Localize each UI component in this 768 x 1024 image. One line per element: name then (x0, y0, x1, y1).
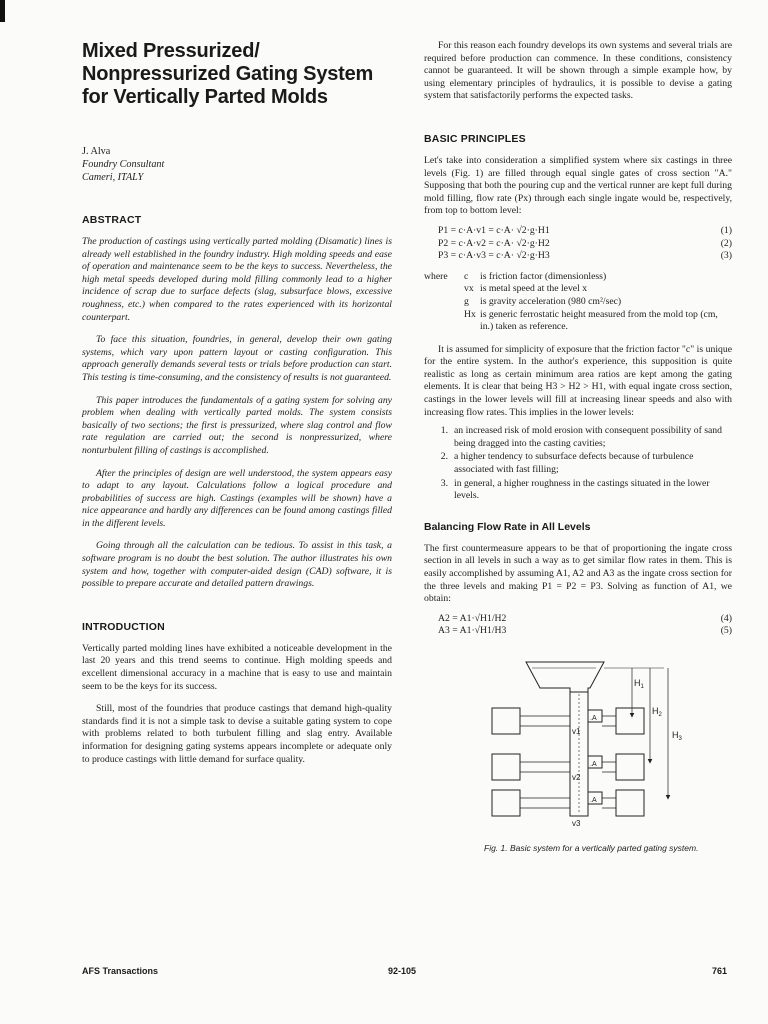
author-location: Cameri, ITALY (82, 172, 144, 183)
balancing-section (424, 521, 732, 638)
definition-symbol: Hx (464, 308, 476, 320)
list-number: 2. (440, 451, 448, 463)
balancing-heading: Balancing Flow Rate in All Levels (424, 520, 591, 533)
definition-text: is generic ferrostatic height measured from the mold top (cm, in.) taken as reference. (480, 308, 718, 333)
list-text: a higher tendency to subsurface defects because of turbulence associated with fast filling; (454, 451, 694, 476)
flow-equations (438, 225, 732, 263)
figure-caption: Fig. 1. Basic system for a vertically parted gating system. (484, 842, 699, 853)
equation-row (438, 250, 732, 263)
definition-symbol: vx (464, 283, 474, 295)
introduction-section (82, 621, 392, 766)
v2-label: v2 (572, 772, 581, 782)
area-equations (438, 613, 732, 638)
list-text: in general, a higher roughness in the castings situated in the lower levels. (454, 477, 710, 502)
h2-label: $H_2$ (652, 705, 662, 718)
equation-expression: A3 = A1·√H1/H3 (438, 625, 507, 637)
casting-right-3 (616, 790, 644, 816)
area-a-label: .A (590, 796, 597, 804)
equation-expression: P1 = c·A·v1 = c·A· √2·g·H1 (438, 224, 550, 236)
v3-label: v3 (572, 818, 581, 828)
definition-row (424, 309, 732, 334)
casting-right-2 (616, 754, 644, 780)
gate-left-2 (520, 762, 570, 772)
left-column (82, 40, 392, 766)
right-column (424, 40, 732, 853)
equation-number: (2) (720, 237, 732, 249)
list-item (424, 451, 732, 476)
definition-text: is metal speed at the level x (480, 283, 588, 295)
equation-number: (3) (720, 250, 732, 262)
balancing-paragraph: The first countermeasure appears to be that of proportioning the ingate cross section in all levels in such a way as to get similar flow rates in them. This is easily accomplished by assuming A1, A2 and A3 as the ingate cross section for the three levels and making P1 = P2 = P3. Solving as function of A1, we obtain: (424, 542, 732, 605)
equation-number: (1) (720, 224, 732, 236)
equation-row (438, 238, 732, 251)
definition-row (424, 296, 732, 309)
abstract-paragraph: Going through all the calculation can be tedious. To assist in this task, a software program is no doubt the best solution. The author illustrates his own system and how, together with computer-aided design (CAD) software, it is possible to prepare accurate and detailed pattern drawings. (82, 540, 392, 590)
equation-row (438, 225, 732, 238)
footer-journal: AFS Transactions (82, 966, 159, 976)
list-number: 3. (440, 477, 448, 489)
area-a-label: .A (590, 760, 597, 768)
figure-1 (484, 654, 732, 853)
gate-right-1 (602, 716, 616, 726)
list-item (424, 425, 732, 450)
equation-number: (5) (720, 625, 732, 637)
author-role: Foundry Consultant (82, 159, 165, 170)
definition-row (424, 283, 732, 296)
basic-principles-paragraph: It is assumed for simplicity of exposure that the friction factor "c" is unique for the entire system. In the author's experience, this supposition is quite realistic as long as certain minimum area ratios are kept among the gating elements. It is clear that being H3 > H2 > H1, with equal ingate cross section, castings in the lower levels will fill at increasing linear speeds and also with increasing flow rates. This implies in the lower levels: (424, 343, 732, 418)
abstract-paragraph: To face this situation, foundries, in general, develop their own gating systems, which vary upon pattern layout or casting configuration. This approach generally demands several tests or trials before production can start. This testing is time-consuming, and the consistency of results is not guaranteed. (82, 334, 392, 383)
definition-text: is gravity acceleration (980 cm²/sec) (480, 295, 622, 307)
abstract-paragraph: The production of castings using vertically parted molding (Disamatic) lines is already well established in the foundry industry. High molding speeds and ease of operation and maintenance seem to be the keys to success. Nevertheless, the high metal speeds developed during mold filling commonly lead to a higher incidence of scrap due to surface defects (slag, subsurface blows, excessive roughness, etc.) when compared to the rates experienced with its horizontal counterpart. (82, 236, 392, 323)
author-name: J. Alva (82, 146, 111, 157)
author-block (82, 145, 392, 184)
v1-label: v1 (572, 726, 581, 736)
corner-mark (0, 0, 5, 22)
right-intro-paragraph: For this reason each foundry develops its own systems and several trials are required before production can commence. In these conditions, consistency cannot be guaranteed. It will be shown through a simple example how, by using elementary principles of hydraulics, it is possible to devise a gating system that satisfactorily performs the expected tasks. (424, 40, 732, 102)
gate-right-2 (602, 762, 616, 772)
list-text: an increased risk of mold erosion with consequent possibility of sand being dragged into the casting cavities; (454, 425, 722, 449)
abstract-paragraph: This paper introduces the fundamentals of a gating system for solving any problem when dealing with vertically parted molds. The system consists basically of two sections; the first is pressurized, where slag control and flow rate regulation are carried out; the second is nonpressurized, where nonturbulent filling of castings is accomplished. (82, 394, 392, 456)
introduction-paragraph: Still, most of the foundries that produce castings that demand high-quality standards find it is not a simple task to devise a suitable gating system to cope with problems related to both turbulent filling and slag entry. Available information for designing gating systems appears incomplete or adequate only to produce castings with little demand for surface quality. (82, 703, 392, 765)
area-a-label: .A (590, 714, 597, 722)
footer-page-number: 761 (712, 966, 728, 976)
definition-symbol: g (464, 295, 469, 307)
gating-system-diagram (484, 654, 704, 834)
casting-left-2 (492, 754, 520, 780)
list-number: 1. (440, 425, 448, 437)
list-item (424, 478, 732, 503)
paper-title: Mixed Pressurized/ Nonpressurized Gating System for Vertically Parted Molds (82, 40, 374, 108)
consequences-list (424, 425, 732, 503)
definition-row (424, 271, 732, 284)
equation-number: (4) (720, 612, 732, 624)
equation-row (438, 625, 732, 638)
h1-label: $H_1$ (634, 677, 644, 690)
basic-principles-section (424, 133, 732, 503)
h3-label: $H_3$ (672, 729, 682, 742)
abstract-heading: ABSTRACT (82, 214, 142, 226)
footer-paper-number: 92-105 (388, 966, 417, 976)
equation-expression: P3 = c·A·v3 = c·A· √2·g·H3 (438, 250, 550, 262)
gate-right-3 (602, 798, 616, 808)
definition-symbol: c (464, 270, 469, 282)
equation-expression: P2 = c·A·v2 = c·A· √2·g·H2 (438, 237, 550, 249)
casting-right-1 (616, 708, 644, 734)
abstract-paragraph: After the principles of design are well understood, the system appears easy to adapt to any layout. Calculations follow a logical procedure and probabilities of success are high. Castings (examples will be shown) have a nice appearance and hardly any differences can be found among castings filled in the different levels. (82, 467, 392, 529)
equation-row (438, 613, 732, 626)
introduction-heading: INTRODUCTION (82, 620, 165, 633)
pouring-cup (526, 662, 604, 692)
gate-left-3 (520, 798, 570, 808)
introduction-paragraph: Vertically parted molding lines have exhibited a noticeable development in the last 20 years and this trend seems to continue. High molding speeds and excellent dimensional accuracy in a machine that is easy to use and maintain seem to be the keys for its success. (82, 642, 392, 692)
equation-expression: A2 = A1·√H1/H2 (438, 612, 507, 624)
definition-text: is friction factor (dimensionless) (480, 270, 607, 282)
casting-left-3 (492, 790, 520, 816)
basic-principles-paragraph: Let's take into consideration a simplified system where six castings in three levels (Fig. 1) are filled through equal single gates of cross section "A." Supposing that both the pouring cup and the vertical runner are kept full during mold filling, flow rate (Px) through each single ingate would be, respectively, from top to bottom level: (424, 154, 732, 217)
gate-left-1 (520, 716, 570, 726)
casting-left-1 (492, 708, 520, 734)
where-definitions (424, 271, 732, 334)
abstract-section (82, 214, 392, 591)
basic-principles-heading: BASIC PRINCIPLES (424, 132, 526, 145)
where-label: where (424, 270, 448, 282)
